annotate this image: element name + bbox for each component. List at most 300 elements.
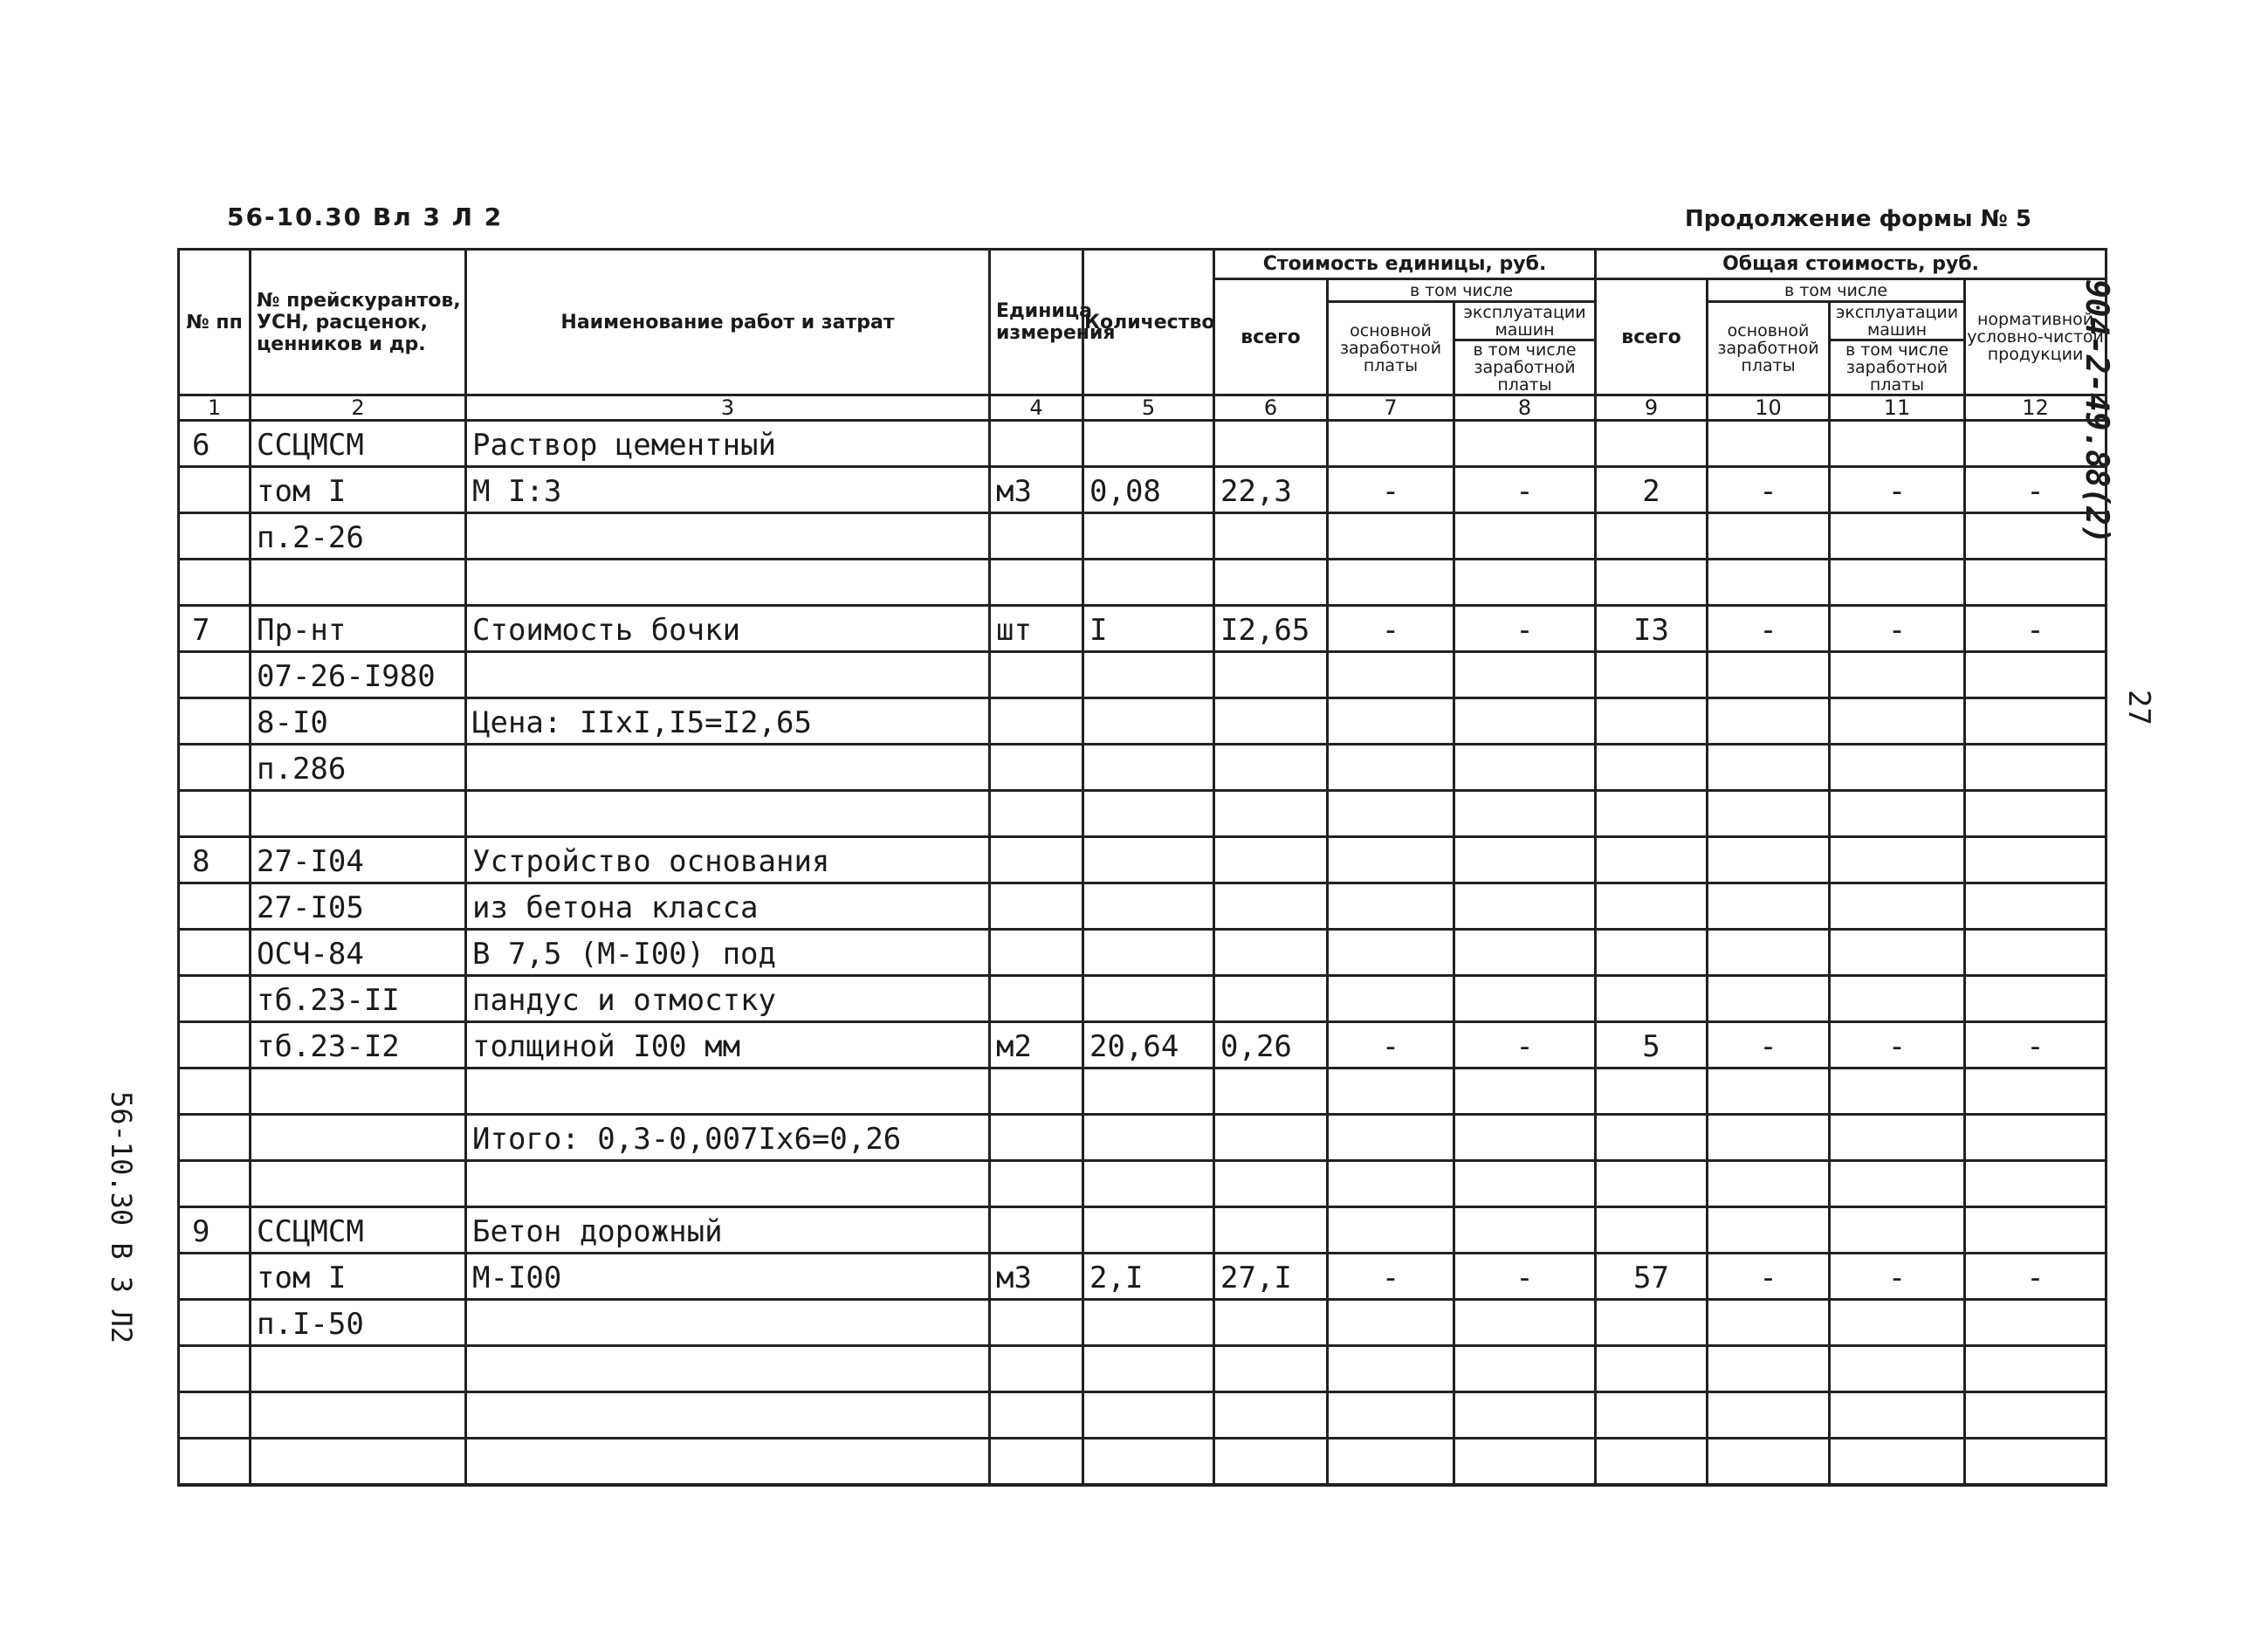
cell-total-machines (1830, 513, 1965, 560)
cell-total-cost (1596, 513, 1708, 560)
cell-total-machines (1830, 745, 1965, 791)
cell-row-number (179, 883, 251, 930)
cell-unit-cost-machines (1454, 1300, 1596, 1346)
cell-unit-cost-machines (1454, 1068, 1596, 1115)
cell-unit-cost-machines (1454, 791, 1596, 837)
cell-row-number (179, 513, 251, 560)
column-number: 6 (1214, 395, 1328, 421)
cell-price-reference (251, 1068, 466, 1115)
cell-unit (990, 1161, 1083, 1207)
cell-total-wages (1708, 930, 1830, 976)
cell-total-cost: 57 (1596, 1254, 1708, 1300)
cell-total-machines (1830, 560, 1965, 606)
cell-unit-cost-total (1214, 791, 1328, 837)
cell-price-reference: ССЦМСМ (251, 421, 466, 467)
cell-total-wages (1708, 976, 1830, 1022)
cell-row-number (179, 560, 251, 606)
column-number: 2 (251, 395, 466, 421)
cell-total-machines (1830, 837, 1965, 883)
cell-total-machines: - (1830, 1254, 1965, 1300)
cell-quantity (1083, 791, 1214, 837)
cell-price-reference (251, 791, 466, 837)
cell-total-wages (1708, 652, 1830, 698)
side-document-code: 904-2-49.88(2) (2079, 279, 2114, 545)
cell-unit-cost-total (1214, 976, 1328, 1022)
column-number: 10 (1708, 395, 1830, 421)
cell-normative-production (1965, 930, 2106, 976)
cell-total-machines: - (1830, 1022, 1965, 1068)
cell-quantity (1083, 1068, 1214, 1115)
header-unit-machine-wages: в том числе заработной платы (1454, 340, 1596, 395)
table-row (179, 837, 2106, 883)
cell-total-cost (1596, 930, 1708, 976)
cell-normative-production (1965, 1392, 2106, 1439)
cell-unit (990, 1207, 1083, 1254)
cell-price-reference: ОСЧ-84 (251, 930, 466, 976)
cell-normative-production (1965, 1439, 2106, 1486)
cell-normative-production: - (1965, 467, 2106, 513)
cell-work-name: Итого: 0,3-0,007Ix6=0,26 (466, 1115, 990, 1161)
cell-quantity: 0,08 (1083, 467, 1214, 513)
cell-price-reference: 27-I05 (251, 883, 466, 930)
cell-unit-cost-total (1214, 745, 1328, 791)
cell-unit-cost-machines (1454, 837, 1596, 883)
cell-total-wages (1708, 791, 1830, 837)
cell-unit (990, 837, 1083, 883)
cell-work-name: В 7,5 (М-I00) под (466, 930, 990, 976)
cell-work-name: Стоимость бочки (466, 606, 990, 652)
document-code: 56-10.30 Вл 3 Л 2 (227, 203, 504, 231)
cell-unit-cost-machines: - (1454, 1022, 1596, 1068)
cell-price-reference: том I (251, 467, 466, 513)
cell-quantity (1083, 1439, 1214, 1486)
cell-unit: шт (990, 606, 1083, 652)
cell-unit-cost-total (1214, 513, 1328, 560)
cell-total-machines (1830, 976, 1965, 1022)
cell-work-name (466, 745, 990, 791)
cell-quantity (1083, 883, 1214, 930)
cell-price-reference: тб.23-II (251, 976, 466, 1022)
table-row (179, 1346, 2106, 1392)
table-row (179, 1439, 2106, 1486)
cell-quantity (1083, 1392, 1214, 1439)
cell-unit (990, 560, 1083, 606)
cell-row-number (179, 745, 251, 791)
cell-work-name (466, 791, 990, 837)
cell-unit-cost-machines: - (1454, 606, 1596, 652)
cell-work-name (466, 1439, 990, 1486)
cell-price-reference: 8-I0 (251, 698, 466, 745)
cell-price-reference (251, 1346, 466, 1392)
cell-total-wages (1708, 1346, 1830, 1392)
cell-quantity: 20,64 (1083, 1022, 1214, 1068)
table-row (179, 467, 2106, 513)
cell-unit (990, 745, 1083, 791)
cell-unit (990, 1068, 1083, 1115)
cell-normative-production (1965, 883, 2106, 930)
cell-normative-production (1965, 791, 2106, 837)
cell-total-wages: - (1708, 606, 1830, 652)
cell-unit-cost-machines (1454, 698, 1596, 745)
cell-total-wages: - (1708, 467, 1830, 513)
cell-row-number (179, 791, 251, 837)
cell-row-number (179, 1068, 251, 1115)
column-number: 4 (990, 395, 1083, 421)
cell-unit-cost-total (1214, 1300, 1328, 1346)
cell-row-number (179, 1161, 251, 1207)
cell-total-machines (1830, 791, 1965, 837)
cell-unit-cost-machines (1454, 1392, 1596, 1439)
table-row (179, 1068, 2106, 1115)
cell-total-cost (1596, 837, 1708, 883)
cell-unit-cost-wages (1328, 976, 1454, 1022)
table-row (179, 1207, 2106, 1254)
cell-unit-cost-machines (1454, 1161, 1596, 1207)
cell-unit-cost-wages: - (1328, 1022, 1454, 1068)
cell-unit-cost-wages (1328, 1068, 1454, 1115)
cell-total-cost (1596, 1115, 1708, 1161)
cell-total-cost (1596, 421, 1708, 467)
cell-total-machines (1830, 1392, 1965, 1439)
cell-work-name (466, 1300, 990, 1346)
cell-unit-cost-machines (1454, 652, 1596, 698)
cell-total-wages (1708, 883, 1830, 930)
cell-price-reference: 27-I04 (251, 837, 466, 883)
cell-total-cost (1596, 652, 1708, 698)
cell-unit-cost-wages (1328, 930, 1454, 976)
cell-unit-cost-total (1214, 1439, 1328, 1486)
header-total-wages: основной заработной платы (1708, 302, 1830, 395)
cell-unit-cost-total (1214, 1392, 1328, 1439)
cell-price-reference: 07-26-I980 (251, 652, 466, 698)
cell-quantity (1083, 1346, 1214, 1392)
column-number: 1 (179, 395, 251, 421)
cell-row-number (179, 1392, 251, 1439)
cell-unit-cost-machines (1454, 513, 1596, 560)
cell-normative-production (1965, 560, 2106, 606)
cell-unit-cost-wages (1328, 421, 1454, 467)
cell-normative-production (1965, 745, 2106, 791)
cell-total-wages (1708, 1300, 1830, 1346)
cell-total-wages (1708, 1392, 1830, 1439)
cell-total-machines (1830, 698, 1965, 745)
cell-total-cost (1596, 1346, 1708, 1392)
form-continuation-label: Продолжение формы № 5 (1685, 206, 2032, 232)
cell-work-name: пандус и отмостку (466, 976, 990, 1022)
cell-normative-production: - (1965, 1022, 2106, 1068)
cell-row-number: 9 (179, 1207, 251, 1254)
cell-unit-cost-wages (1328, 652, 1454, 698)
cell-row-number (179, 698, 251, 745)
table-body (179, 421, 2106, 1486)
cell-quantity (1083, 421, 1214, 467)
table-row (179, 1022, 2106, 1068)
cell-unit (990, 883, 1083, 930)
cell-total-cost: 5 (1596, 1022, 1708, 1068)
cost-estimate-table (177, 248, 2107, 1487)
cell-unit-cost-wages (1328, 513, 1454, 560)
cell-total-cost (1596, 1161, 1708, 1207)
cell-normative-production (1965, 698, 2106, 745)
cell-unit-cost-machines (1454, 421, 1596, 467)
cell-work-name: Бетон дорожный (466, 1207, 990, 1254)
cell-row-number: 6 (179, 421, 251, 467)
cell-total-cost (1596, 791, 1708, 837)
cell-normative-production: - (1965, 1254, 2106, 1300)
header-normative-production: нормативной условно-чистой продукции (1965, 279, 2106, 395)
cell-price-reference (251, 1392, 466, 1439)
cell-unit-cost-total (1214, 930, 1328, 976)
cell-normative-production: - (1965, 606, 2106, 652)
cell-normative-production (1965, 513, 2106, 560)
cell-quantity (1083, 837, 1214, 883)
cell-total-wages (1708, 1439, 1830, 1486)
cell-work-name (466, 1392, 990, 1439)
cell-unit-cost-total (1214, 421, 1328, 467)
cell-total-machines (1830, 1161, 1965, 1207)
cell-normative-production (1965, 1207, 2106, 1254)
header-total-including: в том числе (1708, 279, 1965, 302)
cell-total-machines: - (1830, 467, 1965, 513)
left-margin-code: 56-10.30 В 3 Л2 (105, 1091, 138, 1343)
table-row (179, 930, 2106, 976)
table-row (179, 513, 2106, 560)
cell-unit-cost-wages (1328, 1207, 1454, 1254)
cell-total-wages (1708, 1068, 1830, 1115)
cell-total-machines (1830, 883, 1965, 930)
column-number: 5 (1083, 395, 1214, 421)
cell-quantity (1083, 513, 1214, 560)
cell-total-cost (1596, 1207, 1708, 1254)
cell-unit-cost-wages: - (1328, 606, 1454, 652)
cell-work-name (466, 1346, 990, 1392)
header-quantity: Количество (1083, 250, 1214, 395)
header-unit-total: всего (1214, 279, 1328, 395)
cell-quantity (1083, 930, 1214, 976)
cell-price-reference: Пр-нт (251, 606, 466, 652)
cell-unit-cost-wages (1328, 560, 1454, 606)
cell-unit-cost-machines: - (1454, 467, 1596, 513)
column-number: 7 (1328, 395, 1454, 421)
cell-total-machines (1830, 1207, 1965, 1254)
column-number: 3 (466, 395, 990, 421)
cell-work-name: Раствор цементный (466, 421, 990, 467)
cell-normative-production (1965, 837, 2106, 883)
cell-total-machines (1830, 652, 1965, 698)
cell-normative-production (1965, 421, 2106, 467)
cell-unit (990, 698, 1083, 745)
cell-unit-cost-wages (1328, 1161, 1454, 1207)
cell-total-machines: - (1830, 606, 1965, 652)
header-unit-including: в том числе (1328, 279, 1596, 302)
cell-total-wages (1708, 421, 1830, 467)
cell-price-reference: тб.23-I2 (251, 1022, 466, 1068)
cell-unit-cost-wages (1328, 1300, 1454, 1346)
cell-total-cost (1596, 1300, 1708, 1346)
cell-price-reference: ССЦМСМ (251, 1207, 466, 1254)
cell-unit-cost-total: 0,26 (1214, 1022, 1328, 1068)
table-row (179, 1300, 2106, 1346)
cell-row-number (179, 1439, 251, 1486)
cell-total-wages: - (1708, 1254, 1830, 1300)
cell-unit (990, 1392, 1083, 1439)
cell-total-machines (1830, 1439, 1965, 1486)
cell-unit (990, 1115, 1083, 1161)
cell-row-number (179, 976, 251, 1022)
cell-unit: м3 (990, 467, 1083, 513)
header-unit-machines: эксплуатации машин (1454, 302, 1596, 340)
cell-total-wages (1708, 698, 1830, 745)
cell-work-name (466, 560, 990, 606)
cell-unit-cost-wages: - (1328, 467, 1454, 513)
table-row (179, 1115, 2106, 1161)
cell-total-machines (1830, 1300, 1965, 1346)
table-row (179, 560, 2106, 606)
cell-quantity (1083, 1300, 1214, 1346)
cell-unit: м2 (990, 1022, 1083, 1068)
page-number: 27 (2121, 690, 2156, 725)
cell-total-cost (1596, 698, 1708, 745)
cell-work-name: из бетона класса (466, 883, 990, 930)
cell-unit-cost-wages (1328, 791, 1454, 837)
cell-total-cost (1596, 1392, 1708, 1439)
cell-work-name (466, 513, 990, 560)
cell-total-wages (1708, 837, 1830, 883)
cell-total-cost (1596, 1439, 1708, 1486)
cell-unit (990, 791, 1083, 837)
header-total-cost: Общая стоимость, руб. (1596, 250, 2106, 279)
cell-total-cost (1596, 883, 1708, 930)
cell-work-name: М I:3 (466, 467, 990, 513)
cell-total-wages (1708, 513, 1830, 560)
cell-row-number: 7 (179, 606, 251, 652)
cell-normative-production (1965, 1115, 2106, 1161)
cell-work-name: М-I00 (466, 1254, 990, 1300)
cell-unit-cost-wages (1328, 698, 1454, 745)
cell-row-number (179, 1022, 251, 1068)
cell-row-number (179, 1254, 251, 1300)
header-unit-cost: Стоимость единицы, руб. (1214, 250, 1596, 279)
cell-unit-cost-total (1214, 1207, 1328, 1254)
cell-row-number (179, 1346, 251, 1392)
cell-unit-cost-total (1214, 1115, 1328, 1161)
cell-normative-production (1965, 1161, 2106, 1207)
cell-work-name: толщиной I00 мм (466, 1022, 990, 1068)
table-row (179, 1254, 2106, 1300)
cell-work-name (466, 1068, 990, 1115)
cell-price-reference (251, 560, 466, 606)
header-unit: Единица измерения (990, 250, 1083, 395)
cell-total-wages (1708, 1207, 1830, 1254)
cell-row-number (179, 1300, 251, 1346)
cell-unit-cost-wages (1328, 1392, 1454, 1439)
cell-normative-production (1965, 1068, 2106, 1115)
cell-price-reference: п.286 (251, 745, 466, 791)
table-row (179, 1392, 2106, 1439)
cell-unit-cost-total: 22,3 (1214, 467, 1328, 513)
cell-row-number (179, 652, 251, 698)
cell-work-name (466, 652, 990, 698)
table-row (179, 421, 2106, 467)
cell-quantity (1083, 652, 1214, 698)
cell-unit-cost-total (1214, 1346, 1328, 1392)
cell-normative-production (1965, 652, 2106, 698)
cell-unit-cost-machines (1454, 976, 1596, 1022)
header-total-all: всего (1596, 279, 1708, 395)
cell-unit-cost-wages (1328, 1439, 1454, 1486)
table-row (179, 745, 2106, 791)
column-number: 9 (1596, 395, 1708, 421)
cell-total-wages: - (1708, 1022, 1830, 1068)
cell-price-reference: п.2-26 (251, 513, 466, 560)
cell-total-machines (1830, 1115, 1965, 1161)
cell-quantity (1083, 1207, 1214, 1254)
cell-unit-cost-total: 27,I (1214, 1254, 1328, 1300)
cell-unit-cost-wages: - (1328, 1254, 1454, 1300)
cell-quantity (1083, 698, 1214, 745)
cell-unit-cost-machines: - (1454, 1254, 1596, 1300)
cell-quantity (1083, 745, 1214, 791)
cell-row-number (179, 1115, 251, 1161)
cell-price-reference (251, 1115, 466, 1161)
table-row (179, 976, 2106, 1022)
cell-work-name (466, 1161, 990, 1207)
cell-total-cost (1596, 1068, 1708, 1115)
cell-total-wages (1708, 745, 1830, 791)
cell-unit-cost-total (1214, 883, 1328, 930)
table-row (179, 883, 2106, 930)
column-number: 12 (1965, 395, 2106, 421)
header-price-reference: № прейскурантов, УСН, расценок, ценников и др. (251, 250, 466, 395)
cell-work-name: Устройство основания (466, 837, 990, 883)
cell-unit (990, 930, 1083, 976)
header-row-number: № пп (179, 250, 251, 395)
cell-unit-cost-machines (1454, 883, 1596, 930)
cell-quantity (1083, 560, 1214, 606)
cell-quantity (1083, 1161, 1214, 1207)
header-total-machine-wages: в том числе заработной платы (1830, 340, 1965, 395)
cell-price-reference: том I (251, 1254, 466, 1300)
cell-quantity (1083, 1115, 1214, 1161)
cell-unit (990, 421, 1083, 467)
table-row (179, 1161, 2106, 1207)
table-row (179, 791, 2106, 837)
column-number: 11 (1830, 395, 1965, 421)
cell-row-number (179, 467, 251, 513)
cell-total-machines (1830, 1068, 1965, 1115)
cell-work-name: Цена: IIxI,I5=I2,65 (466, 698, 990, 745)
cell-row-number (179, 930, 251, 976)
cell-price-reference (251, 1439, 466, 1486)
table-row (179, 652, 2106, 698)
cell-unit-cost-total (1214, 1068, 1328, 1115)
column-number: 8 (1454, 395, 1596, 421)
cell-unit (990, 976, 1083, 1022)
cell-unit-cost-wages (1328, 1346, 1454, 1392)
cell-unit-cost-wages (1328, 837, 1454, 883)
cell-row-number: 8 (179, 837, 251, 883)
cell-total-wages (1708, 1115, 1830, 1161)
cell-unit-cost-total (1214, 1161, 1328, 1207)
cell-unit (990, 1346, 1083, 1392)
cell-price-reference (251, 1161, 466, 1207)
cell-unit-cost-wages (1328, 883, 1454, 930)
table-row (179, 698, 2106, 745)
cell-normative-production (1965, 1300, 2106, 1346)
cell-unit-cost-total (1214, 698, 1328, 745)
cell-total-wages (1708, 1161, 1830, 1207)
cell-normative-production (1965, 976, 2106, 1022)
